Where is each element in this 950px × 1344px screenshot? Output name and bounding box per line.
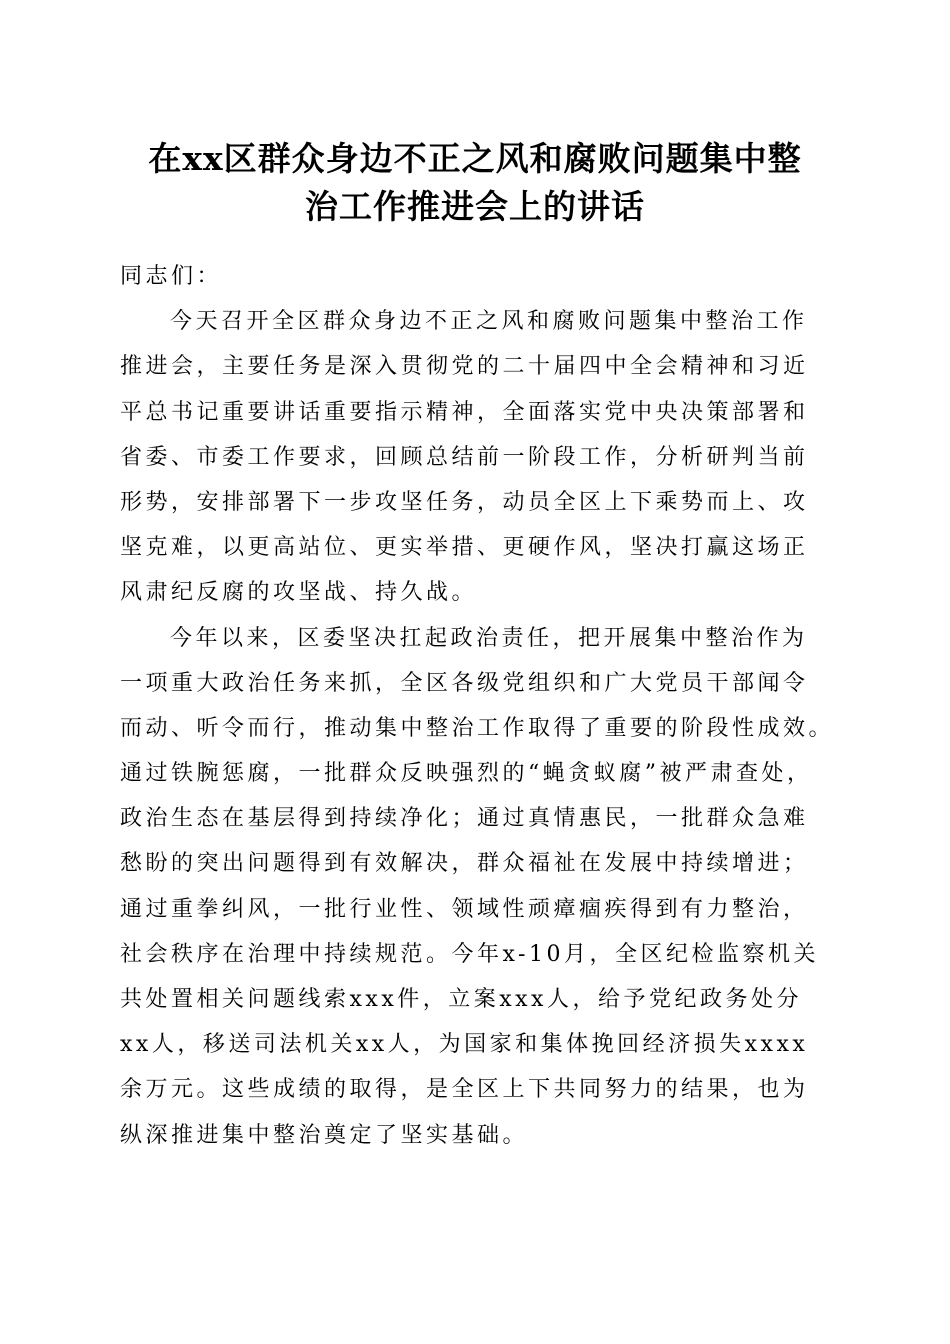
- title-line: 在xx区群众身边不正之风和腐败问题集中整: [148, 139, 802, 178]
- paragraph-line: 形势，安排部署下一步攻坚任务，动员全区上下乘势而上、攻: [120, 489, 809, 515]
- paragraph-line: 一项重大政治任务来抓，全区各级党组织和广大党员干部闻令: [120, 670, 809, 696]
- paragraph-line: 纵深推进集中整治奠定了坚实基础。: [120, 1122, 529, 1148]
- paragraph-line: 余万元。这些成绩的取得，是全区上下共同努力的结果，也为: [120, 1077, 809, 1103]
- paragraph-2: [120, 616, 840, 1158]
- title-line: 治工作推进会上的讲话: [305, 187, 645, 226]
- paragraph-line: 而动、听令而行，推动集中整治工作取得了重要的阶段性成效。: [120, 715, 835, 741]
- paragraph-line: 坚克难，以更高站位、更实举措、更硬作风，坚决打赢这场正: [120, 535, 809, 561]
- paragraph-line: 今年以来，区委坚决扛起政治责任，把开展集中整治作为: [170, 625, 808, 651]
- paragraph-line: 通过铁腕惩腐，一批群众反映强烈的“蝇贪蚁腐”被严肃查处，: [120, 761, 813, 787]
- paragraph-line: 通过重拳纠风，一批行业性、领域性顽瘴痼疾得到有力整治，: [120, 896, 809, 922]
- paragraph-1: [120, 299, 840, 615]
- paragraph-line: 政治生态在基层得到持续净化；通过真情惠民，一批群众急难: [120, 806, 809, 832]
- document-body: [120, 254, 840, 1158]
- paragraph-line: 省委、市委工作要求，回顾总结前一阶段工作，分析研判当前: [120, 444, 809, 470]
- paragraph-line: 风肃纪反腐的攻坚战、持久战。: [120, 580, 478, 606]
- salutation: 同志们：: [120, 264, 223, 289]
- paragraph-line: 推进会，主要任务是深入贯彻党的二十届四中全会精神和习近: [120, 354, 809, 380]
- paragraph-line: xx人，移送司法机关xx人，为国家和集体挽回经济损失xxxx: [120, 1032, 809, 1058]
- document-title: [0, 135, 950, 231]
- paragraph-line: 愁盼的突出问题得到有效解决，群众福祉在发展中持续增进；: [120, 851, 809, 877]
- paragraph-line: 今天召开全区群众身边不正之风和腐败问题集中整治工作: [170, 309, 808, 335]
- paragraph-line: 平总书记重要讲话重要指示精神，全面落实党中央决策部署和: [120, 399, 809, 425]
- paragraph-line: 社会秩序在治理中持续规范。今年x-10月，全区纪检监察机关: [120, 941, 819, 967]
- paragraph-line: 共处置相关问题线索xxx件，立案xxx人，给予党纪政务处分: [120, 987, 802, 1012]
